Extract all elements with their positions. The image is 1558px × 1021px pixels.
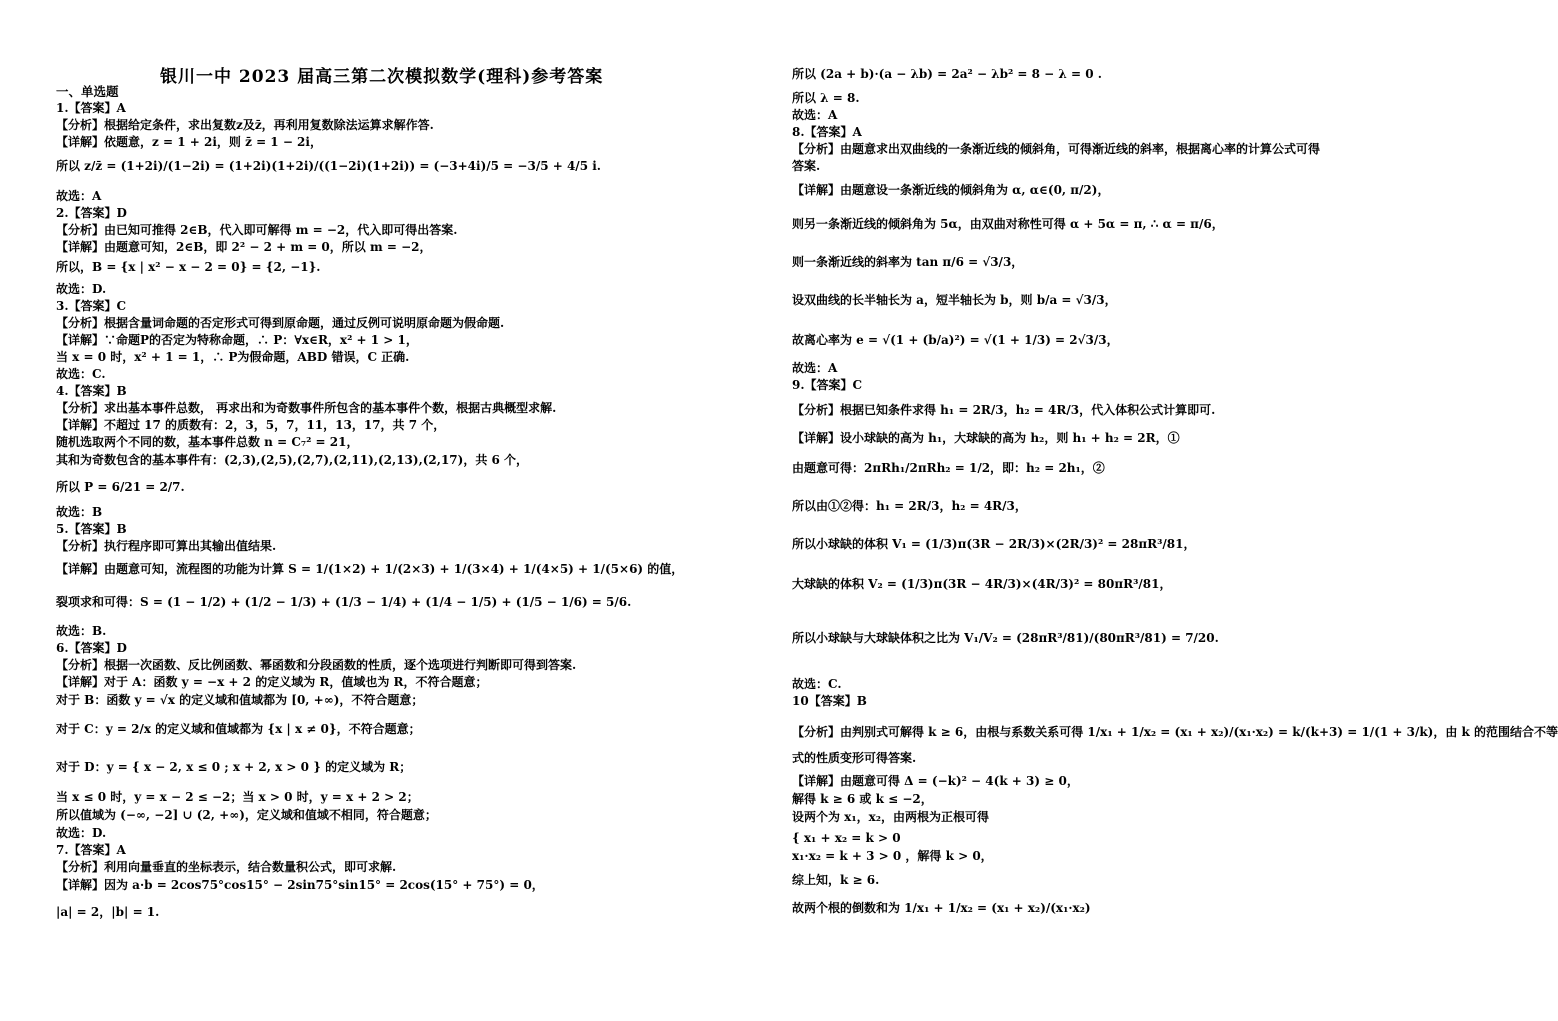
text-line: 【详解】对于 A：函数 y = −x + 2 的定义域为 R，值域也为 R，不符合题意； [56, 675, 488, 689]
formula-line: 对于 D：y = { x − 2, x ≤ 0 ; x + 2, x > 0 } 的定义域为 R； [56, 760, 412, 774]
answer-line: 9.【答案】C [792, 378, 863, 392]
text-line: 【分析】根据含量词命题的否定形式可得到原命题，通过反例可说明原命题为假命题. [56, 316, 505, 330]
text-line: 【详解】因为 a·b = 2cos75°cos15° − 2sin75°sin15° = 2cos(15° + 75°) = 0， [56, 878, 544, 892]
formula-line: 设双曲线的长半轴长为 a，短半轴长为 b，则 b/a = √3/3， [792, 293, 1117, 307]
answer-line: 7.【答案】A [56, 843, 126, 857]
formula-line: 【分析】由判别式可解得 k ≥ 6，由根与系数关系可得 1/x₁ + 1/x₂ = (x₁ + x₂)/(x₁·x₂) = k/(k+3) = 1/(1 + 3/k)，由 k 的范围结合不等 [792, 725, 1558, 739]
answer-line: 10【答案】B [792, 694, 867, 708]
formula-line: 【详解】设小球缺的高为 h₁，大球缺的高为 h₂，则 h₁ + h₂ = 2R，① [792, 431, 1180, 445]
text-line: 当 x = 0 时，x² + 1 = 1，∴ P为假命题，ABD 错误，C 正确. [56, 350, 410, 364]
text-line: 设两个为 x₁，x₂，由两根为正根可得 [792, 810, 989, 824]
formula-line: 所以由①②得：h₁ = 2R/3，h₂ = 4R/3， [792, 499, 1027, 513]
answer-line: 3.【答案】C [56, 299, 127, 313]
answer-choice-line: 故选：A [792, 108, 838, 122]
formula-line: 对于 B：函数 y = √x 的定义域和值域都为 [0, +∞)，不符合题意； [56, 693, 424, 707]
formula-line: 解得 k ≥ 6 或 k ≤ −2， [792, 792, 933, 806]
answer-line: 5.【答案】B [56, 522, 127, 536]
text-line: 【分析】执行程序即可算出其输出值结果. [56, 539, 277, 553]
answer-choice-line: 故选：C. [56, 367, 106, 381]
text-line: 随机选取两个不同的数，基本事件总数 n = C₇² = 21， [56, 435, 359, 449]
answer-choice-line: 故选：B. [56, 624, 107, 638]
text-line: 所以 λ = 8. [792, 91, 860, 105]
answer-line: 8.【答案】A [792, 125, 862, 139]
formula-line: 则另一条渐近线的倾斜角为 5α，由双曲对称性可得 α + 5α = π, ∴ α = π/6， [792, 217, 1224, 231]
text-line: |a| = 2，|b| = 1. [56, 905, 160, 919]
formula-line: { x₁ + x₂ = k > 0 [792, 831, 901, 845]
formula-line: 所以小球缺与大球缺体积之比为 V₁/V₂ = (28πR³/81)/(80πR³/81) = 7/20. [792, 631, 1219, 645]
answer-choice-line: 故选：B [56, 505, 103, 519]
answer-line: 4.【答案】B [56, 384, 127, 398]
formula-line: 故两个根的倒数和为 1/x₁ + 1/x₂ = (x₁ + x₂)/(x₁·x₂) [792, 901, 1091, 915]
formula-line: 所以 z/z̄ = (1+2i)/(1−2i) = (1+2i)(1+2i)/((1−2i)(1+2i)) = (−3+4i)/5 = −3/5 + 4/5 i. [56, 159, 601, 173]
answer-choice-line: 故选：A [56, 189, 102, 203]
formula-line: 【分析】根据已知条件求得 h₁ = 2R/3，h₂ = 4R/3，代入体积公式计算即可. [792, 403, 1216, 417]
formula-line: 对于 C：y = 2/x 的定义域和值域都为 {x | x ≠ 0}，不符合题意； [56, 722, 421, 736]
text-line: 【分析】根据给定条件，求出复数z及z̄，再利用复数除法运算求解作答. [56, 118, 434, 132]
answer-choice-line: 故选：D. [56, 282, 107, 296]
formula-line: 【详解】由题意可得 Δ = (−k)² − 4(k + 3) ≥ 0， [792, 774, 1079, 788]
text-line: 【分析】根据一次函数、反比例函数、幂函数和分段函数的性质，逐个选项进行判断即可得到答案. [56, 658, 577, 672]
answer-choice-line: 故选：A [792, 361, 838, 375]
formula-line: 裂项求和可得：S = (1 − 1/2) + (1/2 − 1/3) + (1/3 − 1/4) + (1/4 − 1/5) + (1/5 − 1/6) = 5/6. [56, 595, 632, 609]
text-line: 式的性质变形可得答案. [792, 751, 917, 765]
formula-line: 综上知，k ≥ 6. [792, 873, 880, 887]
formula-line: 【详解】由题意设一条渐近线的倾斜角为 α, α∈(0, π/2)， [792, 183, 1110, 197]
formula-line: 所以 P = 6/21 = 2/7. [56, 480, 185, 494]
text-line: 当 x ≤ 0 时，y = x − 2 ≤ −2；当 x > 0 时，y = x + 2 > 2； [56, 790, 419, 804]
formula-line: 大球缺的体积 V₂ = (1/3)π(3R − 4R/3)×(4R/3)² = 80πR³/81， [792, 577, 1172, 591]
text-line: 【详解】由题意可知，2∈B，即 2² − 2 + m = 0，所以 m = −2， [56, 240, 432, 254]
page-title: 银川一中 2023 届高三第二次模拟数学(理科)参考答案 [160, 67, 604, 87]
formula-line: 故离心率为 e = √(1 + (b/a)²) = √(1 + 1/3) = 2√3/3， [792, 333, 1119, 347]
formula-line: 所以 (2a + b)·(a − λb) = 2a² − λb² = 8 − λ = 0 . [792, 67, 1102, 81]
formula-line: 所以小球缺的体积 V₁ = (1/3)π(3R − 2R/3)×(2R/3)² = 28πR³/81， [792, 537, 1196, 551]
answer-line: 2.【答案】D [56, 206, 127, 220]
formula-line: 由题意可得：2πRh₁/2πRh₂ = 1/2，即：h₂ = 2h₁，② [792, 461, 1105, 475]
formula-line: 则一条渐近线的斜率为 tan π/6 = √3/3， [792, 255, 1024, 269]
text-line: 【详解】依题意，z = 1 + 2i，则 z̄ = 1 − 2i， [56, 135, 322, 149]
section-heading: 一、单选题 [56, 84, 119, 99]
formula-line: 【详解】由题意可知，流程图的功能为计算 S = 1/(1×2) + 1/(2×3) + 1/(3×4) + 1/(4×5) + 1/(5×6) 的值， [56, 562, 684, 576]
answer-choice-line: 故选：D. [56, 826, 107, 840]
answer-line: 6.【答案】D [56, 641, 127, 655]
formula-line: x₁·x₂ = k + 3 > 0 ，解得 k > 0， [792, 849, 993, 863]
answer-choice-line: 故选：C. [792, 677, 842, 691]
formula-line: 所以，B = {x | x² − x − 2 = 0} = {2, −1}. [56, 260, 321, 274]
text-line: 【详解】不超过 17 的质数有：2，3，5，7，11，13，17，共 7 个， [56, 418, 446, 432]
text-line: 其和为奇数包含的基本事件有：(2,3),(2,5),(2,7),(2,11),(2,13),(2,17)，共 6 个， [56, 453, 529, 467]
text-line: 【分析】求出基本事件总数， 再求出和为奇数事件所包含的基本事件个数，根据古典概型求解. [56, 401, 557, 415]
text-line: 【分析】由已知可推得 2∈B，代入即可解得 m = −2，代入即可得出答案. [56, 223, 458, 237]
text-line: 所以值域为 (−∞, −2] ∪ (2, +∞)，定义域和值域不相同，符合题意； [56, 808, 437, 822]
text-line: 【分析】利用向量垂直的坐标表示，结合数量积公式，即可求解. [56, 860, 397, 874]
text-line: 【分析】由题意求出双曲线的一条渐近线的倾斜角，可得渐近线的斜率，根据离心率的计算公式可得 [792, 142, 1321, 156]
text-line: 【详解】∵命题P的否定为特称命题，∴ P：∀x∈R，x² + 1 > 1， [56, 333, 418, 347]
answer-line: 1.【答案】A [56, 101, 126, 115]
text-line: 答案. [792, 159, 821, 173]
